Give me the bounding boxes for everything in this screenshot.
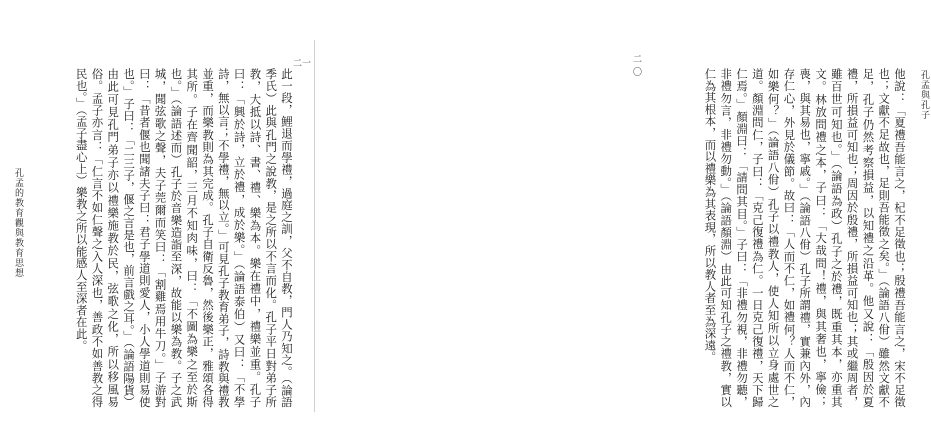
right-running-header: 孔孟與孔子 bbox=[919, 70, 929, 120]
left-page bbox=[0, 0, 315, 441]
right-paragraph: 他說：「夏禮吾能言之，杞不足徵也；殷禮吾能言之，宋不足徵也；文獻不足故也，足則吾能徵之矣。」（論語八佾）雖然文獻不足，孔子仍然考察損益，以知禮之沿革。他又說：「殷因於夏禮，所損益可知也；周因於殷禮，所損益可知也；其或繼周者，雖百世可知也。」（論語為政）孔子之於禮，既重其本，亦重其文。林放問禮之本，子曰：「大哉問！禮，與其奢也，寧儉；喪，與其易也，寧戚。」（論語八佾）孔子所謂禮，實兼內外，內存仁心，外見於儀節。故曰：「人而不仁，如禮何？人而不仁，如樂何？」（論語八佾）孔子以禮教人，使人知所以立身處世之道。顏淵問仁，子曰：「克己復禮為仁。一日克己復禮，天下歸仁焉。」顏淵曰：「請問其目。」子曰：「非禮勿視，非禮勿聽，非禮勿言，非禮勿動。」（論語顏淵）由此可知孔子之禮教，實以仁為其根本，而以禮樂為其表現，所以教人者至為深遠。 bbox=[703, 68, 907, 408]
left-paragraph: 此一段，鯉退而學禮，過庭之訓，父不自教，門人乃知之。（論語季氏）此與孔門之說教，是之所以不言而化。孔子平日對弟子所教，大抵以詩、書、禮、樂為本。樂在禮中，禮樂並重。孔子曰：「興於詩，立於禮，成於樂。」（論語泰伯）又曰：「不學詩，無以言；不學禮，無以立。」可見孔子教育弟子，詩教與禮教並重，而樂教則為其完成。孔子自衛反魯，然後樂正，雅頌各得其所。子在齊聞韶，三月不知肉味，曰：「不圖為樂之至於斯也。」（論語述而）孔子於音樂造詣至深，故能以樂為教。子之武城，聞弦歌之聲，夫子莞爾而笑曰：「割雞焉用牛刀。」子游對曰：「昔者偃也聞諸夫子曰：君子學道則愛人，小人學道則易使也。」子曰：「二三子，偃之言是也，前言戲之耳。」（論語陽貨）由此可見孔門弟子亦以禮樂施教於民，弦歌之化，所以移風易俗。孟子亦言：「仁言不如仁聲之入人深也，善政不如善教之得民也。」（孟子盡心上）樂教之所以能感人至深者在此。 bbox=[74, 68, 294, 408]
right-body-text bbox=[645, 68, 907, 408]
left-running-header: 孔孟的教育觀與教育思想 bbox=[13, 168, 23, 278]
left-body-text bbox=[28, 68, 294, 408]
right-page-number: 二〇 bbox=[633, 55, 643, 78]
left-page-number: 二一 bbox=[293, 59, 312, 69]
right-page bbox=[315, 0, 929, 441]
